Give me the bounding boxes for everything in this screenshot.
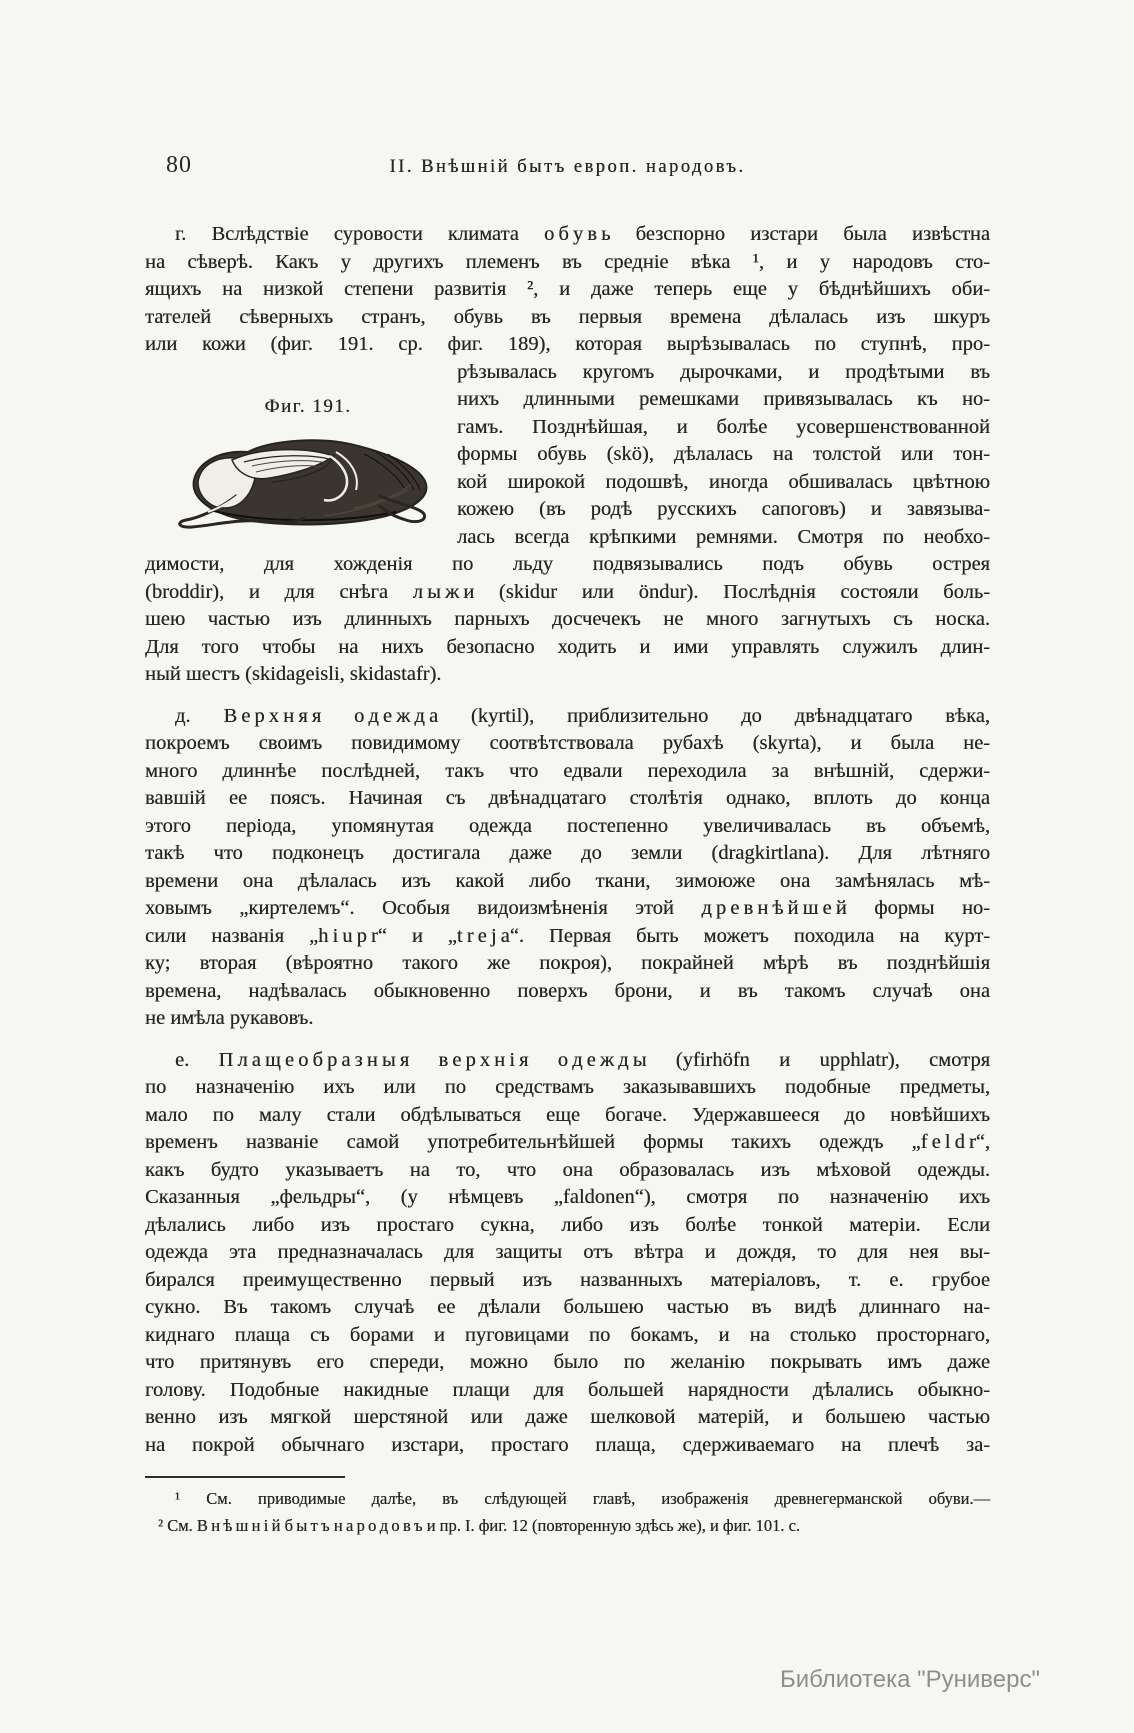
text-line: венно изъ мягкой шерстяной или даже шелковой матерій, и большею частью (145, 1406, 990, 1428)
text-line: мало по малу стали обдѣлываться еще богаче. Удержавшееся до новѣйшихъ (145, 1103, 990, 1126)
text-line: кой широкой подошвѣ, иногда обшивалась цвѣтною (457, 470, 990, 493)
text-line: этого періода, упомянутая одежда постепенно увеличивалась въ объемѣ, (145, 814, 990, 837)
text-line: г. Вслѣдствіе суровости климата о б у в ь безспорно изстари была извѣстна (175, 223, 990, 245)
text-line: времена, надѣвалась обыкновенно поверхъ брони, и въ такомъ случаѣ она (145, 979, 990, 1002)
text-line: Сказанныя „фельдры“, (у нѣмцевъ „faldonen“), смотря по назначенію ихъ (145, 1186, 990, 1208)
library-watermark: Библиотека "Руниверс" (779, 1666, 1040, 1693)
text-line: что притянувъ его спереди, можно было по желанію покрывать имъ даже (145, 1351, 990, 1373)
text-line: или кожи (фиг. 191. ср. фиг. 189), которая вырѣзывалась по ступнѣ, про- (145, 333, 990, 355)
text-line: вавшій ее поясъ. Начиная съ двѣнадцатаго столѣтія однако, вплоть до конца (145, 787, 990, 809)
text-line: сили названія „h i u p r“ и „t r e j a“. Первая быть можетъ походила на курт- (145, 924, 990, 947)
text-line: не имѣла рукавовъ. (145, 1007, 314, 1029)
text-line: ку; вторая (вѣроятно такого же покроя), покрайней мѣрѣ въ позднѣйшія (145, 952, 990, 974)
text-line: рѣзывалась кругомъ дырочками, и продѣтыми въ (457, 360, 990, 383)
text-line: ховымъ „киртелемъ“. Особыя видоизмѣненія этой д р е в н ѣ й ш е й формы но- (145, 897, 990, 919)
text-line: много длиннѣе послѣдней, такъ что едвали переходила за внѣшній, сдержи- (145, 759, 990, 782)
text-line: такѣ что подконецъ достигала даже до земли (dragkirtlana). Для лѣтняго (145, 842, 990, 864)
text-line: лась всегда крѣпкими ремнями. Смотря по необхо- (457, 525, 990, 548)
footnotes (145, 1485, 990, 1539)
running-header: II. Внѣшній бытъ европ. народовъ. (389, 157, 746, 177)
paragraph-e (145, 1047, 990, 1460)
figure-caption: Фиг. 191. (264, 396, 352, 417)
text-line: формы обувь (skö), дѣлалась на толстой или тон- (457, 443, 990, 465)
footnote-rule (145, 1476, 345, 1478)
text-line: д. В е р х н я я о д е ж д а (kyrtil), приблизительно до двѣнадцатаго вѣка, (175, 704, 990, 727)
footnote-2: ² См. В н ѣ ш н і й б ы т ъ н а р о д о в ъ и пр. I. фиг. 12 (повторенную здѣсь же), и фиг. 101. с. (158, 1516, 800, 1535)
text-line: шею частью изъ длинныхъ парныхъ досчечекъ не много загнутыхъ съ носка. (145, 608, 990, 630)
text-line: ящихъ на низкой степени развитія ², и даже теперь еще у бѣднѣйшихъ оби- (145, 278, 990, 300)
text-line: киднаго плаща съ борами и пуговицами по бокамъ, и на столько просторнаго, (145, 1323, 990, 1346)
text-line: (broddir), и для снѣга л ы ж и (skidur или öndur). Послѣднія состояли боль- (145, 580, 990, 603)
text-line: временъ названіе самой употребительнѣйшей формы такихъ одеждъ „f e l d r“, (145, 1131, 990, 1153)
page-number: 80 (166, 152, 192, 178)
paragraph-d (145, 703, 990, 1033)
text-line: покроемъ своимъ повидимому соотвѣтствовала рубахѣ (skyrta), и была не- (145, 732, 990, 754)
text-line: тателей сѣверныхъ странъ, обувь въ первыя времена дѣлалась изъ шкуръ (145, 305, 990, 328)
text-line: димости, для хожденія по льду подвязывались подъ обувь острея (145, 553, 990, 575)
footnote-1: ¹ См. приводимые далѣе, въ слѣдующей главѣ, изображенія древнегерманской обуви.— (175, 1489, 990, 1508)
text-line: нихъ длинными ремешками привязывалась къ но- (457, 388, 990, 410)
text-line: голову. Подобные накидные плащи для большей нарядности дѣлались обыкно- (145, 1378, 990, 1401)
text-line: на сѣверѣ. Какъ у другихъ племенъ въ средніе вѣка ¹, и у народовъ сто- (145, 250, 990, 273)
text-line: сукно. Въ такомъ случаѣ ее дѣлали большею частью въ видѣ длиннаго на- (145, 1296, 990, 1318)
text-line: дѣлались либо изъ простаго сукна, либо изъ болѣе тонкой матеріи. Если (145, 1213, 990, 1236)
text-line: на покрой обычнаго изстари, простаго плаща, сдерживаемаго на плечѣ за- (145, 1433, 990, 1456)
text-line: по назначенію ихъ или по средствамъ заказывавшихъ подобные предметы, (145, 1076, 990, 1098)
text-line: кожею (въ родѣ русскихъ сапоговъ) и завязыва- (457, 498, 990, 520)
figure-191 (162, 396, 454, 532)
text-line: е. П л а щ е о б р а з н ы я в е р х н і я о д е ж д ы (yfirhöfn и upphlatr), смотря (175, 1048, 990, 1071)
text-line: времени она дѣлалась изъ какой либо ткани, зимоюже она замѣнялась мѣ- (145, 869, 990, 892)
text-line: ный шестъ (skidageisli, skidastafr). (145, 663, 442, 685)
text-line: бирался преимущественно первый изъ названныхъ матеріаловъ, т. е. грубое (145, 1268, 990, 1291)
text-line: гамъ. Позднѣйшая, и болѣе усовершенствованной (457, 415, 990, 438)
text-line: какъ будто указываетъ на то, что она образовалась изъ мѣховой одежды. (145, 1158, 990, 1181)
text-line: одежда эта предназначалась для защиты отъ вѣтра и дождя, то для нея вы- (145, 1241, 990, 1263)
shoe-engraving-illustration (174, 430, 442, 532)
text-line: Для того чтобы на нихъ безопасно ходить и ими управлять служилъ длин- (145, 635, 990, 658)
